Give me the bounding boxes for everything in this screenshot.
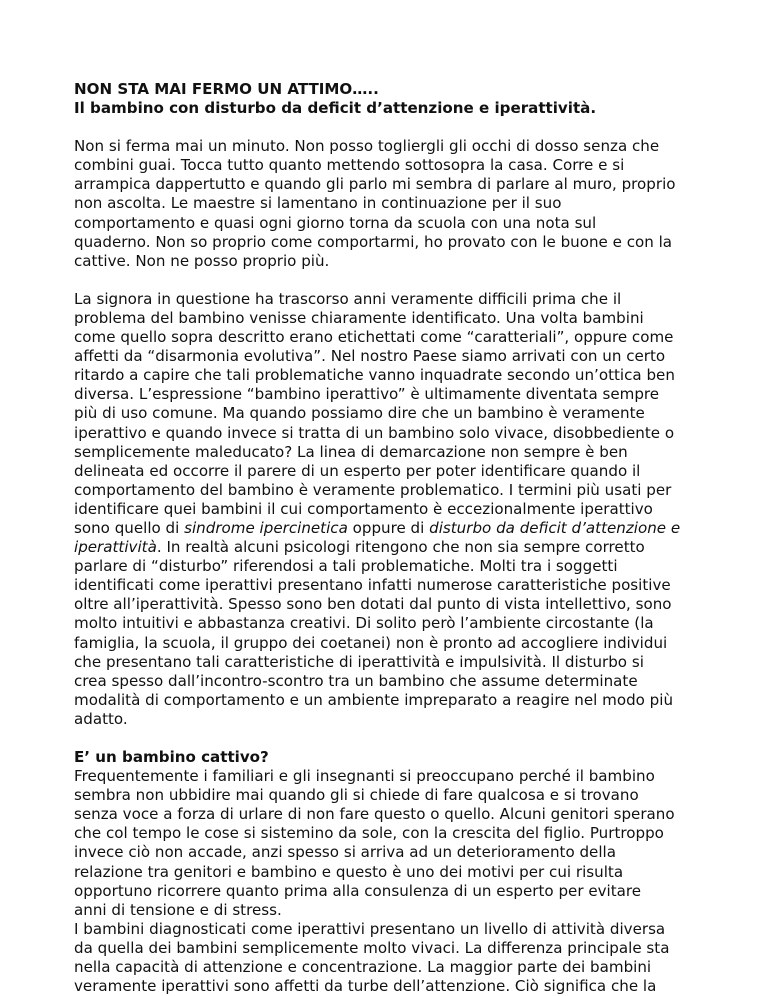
text-line: delineata ed occorre il parere di un esperto per poter identificare quando il — [74, 461, 641, 480]
italic-term: sindrome ipercinetica — [184, 518, 348, 537]
text-line: come quello sopra descritto erano etichettati come “caratteriali”, oppure come — [74, 328, 674, 347]
paragraph-2 — [74, 290, 714, 729]
text-line: che presentano tali caratteristiche di iperattività e impulsività. Il disturbo si — [74, 652, 644, 671]
text-line: famiglia, la scuola, il gruppo dei coetanei) non è pronto ad accogliere individui — [74, 633, 668, 652]
paragraph-1 — [74, 137, 714, 271]
text-line: combini guai. Tocca tutto quanto mettendo sottosopra la casa. Corre e si — [74, 156, 625, 175]
text-line: Frequentemente i familiari e gli insegnanti si preoccupano perché il bambino — [74, 767, 655, 786]
text-line: da quella dei bambini semplicemente molto vivaci. La differenza principale sta — [74, 938, 670, 957]
text-line: opportuno ricorrere quanto prima alla consulenza di un esperto per evitare — [74, 881, 642, 900]
text-run: . In realtà alcuni psicologi ritengono che non sia sempre corretto — [156, 538, 645, 557]
text-line: anni di tensione e di stress. — [74, 900, 282, 919]
text-line: iperattivo e quando invece si tratta di un bambino solo vivace, disobbediente o — [74, 423, 675, 442]
text-line: senza voce a forza di urlare di non fare questo o quello. Alcuni genitori sperano — [74, 805, 675, 824]
text-line: cattive. Non ne posso proprio più. — [74, 251, 330, 270]
text-line: problema del bambino venisse chiaramente identificato. Una volta bambini — [74, 308, 644, 327]
text-line: sembra non ubbidire mai quando gli si chiede di fare qualcosa e si trovano — [74, 786, 639, 805]
text-line: non ascolta. Le maestre si lamentano in continuazione per il suo — [74, 194, 562, 213]
section-heading: E’ un bambino cattivo? — [74, 748, 269, 766]
text-line: quaderno. Non so proprio come comportarmi, ho provato con le buone e con la — [74, 232, 673, 251]
title-line-1: NON STA MAI FERMO UN ATTIMO….. — [74, 80, 379, 98]
text-line: Non si ferma mai un minuto. Non posso togliergli gli occhi di dosso senza che — [74, 137, 660, 156]
text-run: sono quello di — [74, 518, 185, 537]
text-line: identificare quei bambini il cui comportamento è eccezionalmente iperattivo — [74, 499, 653, 518]
document-title — [74, 80, 714, 118]
text-run: oppure di — [347, 518, 430, 537]
text-line: veramente iperattivi sono affetti da turbe dell’attenzione. Ciò significa che la — [74, 977, 657, 996]
paragraph-3 — [74, 767, 714, 920]
text-line: più di uso comune. Ma quando possiamo dire che un bambino è veramente — [74, 404, 645, 423]
text-line: nella capacità di attenzione e concentrazione. La maggior parte dei bambini — [74, 958, 652, 977]
text-line: molto intuitivi e abbastanza creativi. Di solito però l’ambiente circostante (la — [74, 614, 654, 633]
text-line: diversa. L’espressione “bambino iperattivo” è ultimamente diventata sempre — [74, 385, 660, 404]
text-line: adatto. — [74, 709, 128, 728]
text-line: ritardo a capire che tali problematiche vanno inquadrate secondo un’ottica ben — [74, 366, 675, 385]
text-line: semplicemente maleducato? La linea di demarcazione non sempre è ben — [74, 442, 628, 461]
document-page — [74, 80, 714, 996]
text-line: comportamento del bambino è veramente problematico. I termini più usati per — [74, 480, 672, 499]
paragraph-4 — [74, 920, 714, 996]
text-line: comportamento e quasi ogni giorno torna da scuola con una nota sul — [74, 213, 597, 232]
italic-term: iperattività — [74, 538, 157, 557]
title-line-2: Il bambino con disturbo da deficit d’attenzione e iperattività. — [74, 99, 597, 118]
text-line: modalità di comportamento e un ambiente impreparato a reagire nel modo più — [74, 690, 674, 709]
text-line: parlare di “disturbo” riferendosi a tali problematiche. Molti tra i soggetti — [74, 557, 618, 576]
text-line: invece ciò non accade, anzi spesso si arriva ad un deterioramento della — [74, 843, 616, 862]
text-line: affetti da “disarmonia evolutiva”. Nel nostro Paese siamo arrivati con un certo — [74, 347, 666, 366]
italic-term: disturbo da deficit d’attenzione e — [429, 518, 681, 537]
text-line: I bambini diagnosticati come iperattivi presentano un livello di attività diversa — [74, 919, 666, 938]
text-line: La signora in questione ha trascorso anni veramente difficili prima che il — [74, 289, 622, 308]
text-line: che col tempo le cose si sistemino da sole, con la crescita del figlio. Purtroppo — [74, 824, 664, 843]
text-line: identificati come iperattivi presentano infatti numerose caratteristiche positive — [74, 576, 671, 595]
text-line: relazione tra genitori e bambino e questo è uno dei motivi per cui risulta — [74, 862, 624, 881]
text-line: crea spesso dall’incontro-scontro tra un bambino che assume determinate — [74, 671, 638, 690]
text-line — [74, 538, 714, 557]
text-line: oltre all’iperattività. Spesso sono ben dotati dal punto di vista intellettivo, sono — [74, 595, 672, 614]
text-line: arrampica dappertutto e quando gli parlo mi sembra di parlare al muro, proprio — [74, 175, 676, 194]
text-line — [74, 519, 714, 538]
